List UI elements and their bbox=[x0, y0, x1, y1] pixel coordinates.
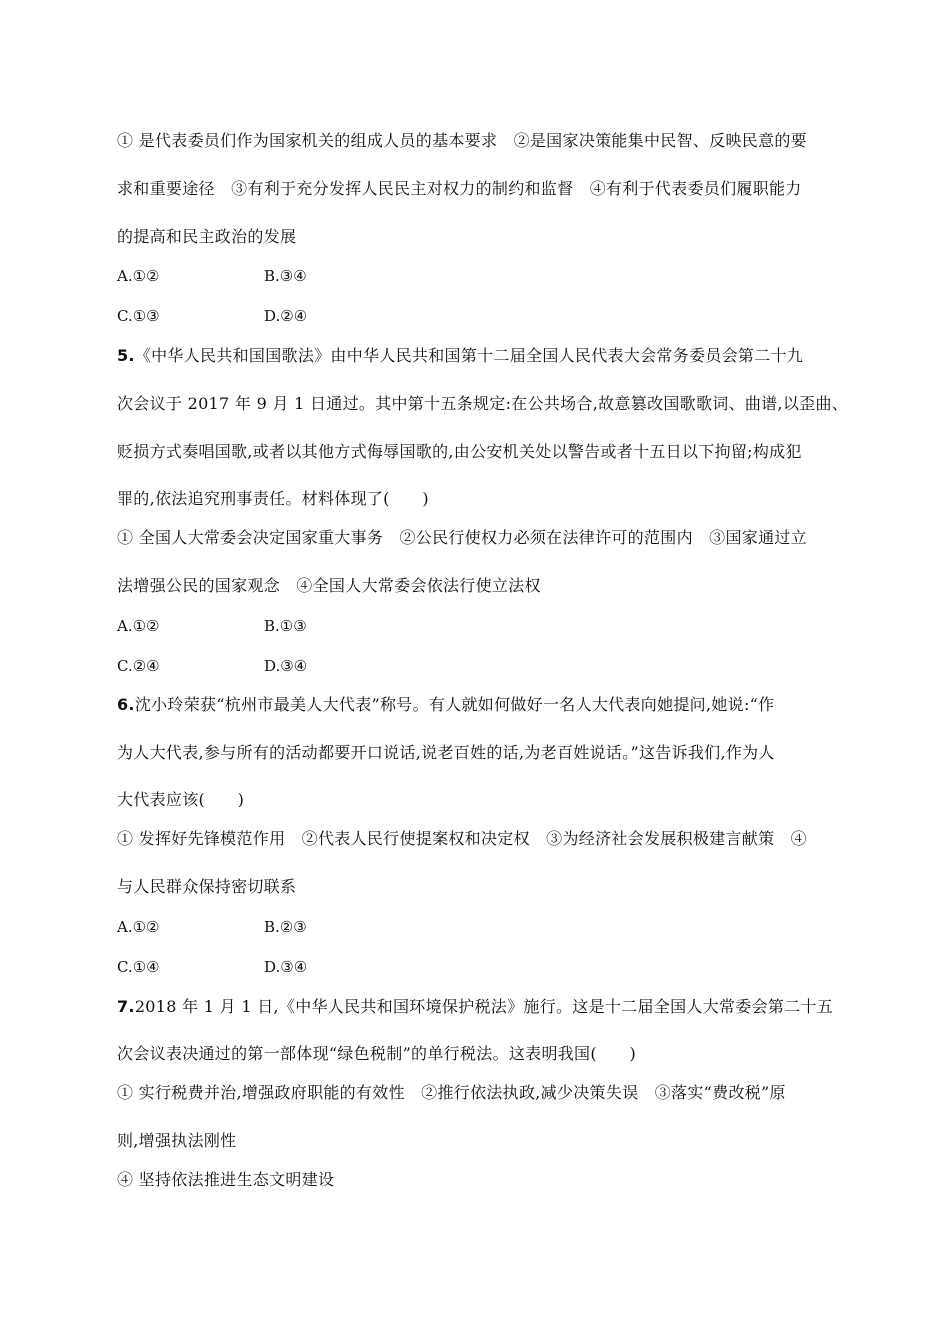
q6-stem-line-2: 为人大代表,参与所有的活动都要开口说话,说老百姓的话,为老百姓说话。”这告诉我们,作为人 bbox=[117, 743, 775, 762]
q6-statement-line-2: 与人民群众保持密切联系 bbox=[117, 877, 297, 896]
q6-option-c: C.①④ bbox=[117, 958, 160, 976]
q5-stem-text-1: 《中华人民共和国国歌法》由中华人民共和国第十二届全国人民代表大会常务委员会第二十九 bbox=[134, 346, 804, 365]
q7-statement-line-2: 则,增强执法刚性 bbox=[117, 1131, 237, 1150]
q6-statement-line-1: ① 发挥好先锋模范作用 ②代表人民行使提案权和决定权 ③为经济社会发展积极建言献策 ④ bbox=[117, 829, 807, 848]
q5-option-c: C.②④ bbox=[117, 657, 160, 675]
q6-option-a: A.①② bbox=[117, 918, 160, 936]
q4-statement-line-3: 的提高和民主政治的发展 bbox=[117, 227, 297, 246]
q4-option-d: D.②④ bbox=[264, 307, 308, 325]
q4-option-a: A.①② bbox=[117, 267, 160, 285]
q7-stem-text-1: 2018 年 1 月 1 日,《中华人民共和国环境保护税法》施行。这是十二届全国人大常委会第二十五 bbox=[134, 997, 834, 1016]
q5-option-b: B.①③ bbox=[264, 617, 307, 635]
q5-stem-line-1 bbox=[117, 346, 803, 366]
q7-stem-line-2: 次会议表决通过的第一部体现“绿色税制”的单行税法。这表明我国( ) bbox=[117, 1044, 637, 1063]
q7-stem-line-1 bbox=[117, 997, 833, 1017]
q5-option-d: D.③④ bbox=[264, 657, 308, 675]
q4-option-c: C.①③ bbox=[117, 307, 160, 325]
q4-option-b: B.③④ bbox=[264, 267, 307, 285]
q6-stem-text-1: 沈小玲荣获“杭州市最美人大代表”称号。有人就如何做好一名人大代表向她提问,她说:“作 bbox=[134, 695, 775, 714]
q4-statement-line-1: ① 是代表委员们作为国家机关的组成人员的基本要求 ②是国家决策能集中民智、反映民意的要 bbox=[117, 131, 807, 150]
q5-option-a: A.①② bbox=[117, 617, 160, 635]
q5-statement-line-2: 法增强公民的国家观念 ④全国人大常委会依法行使立法权 bbox=[117, 576, 541, 595]
q6-option-d: D.③④ bbox=[264, 958, 308, 976]
q6-option-b: B.②③ bbox=[264, 918, 307, 936]
q4-statement-line-2: 求和重要途径 ③有利于充分发挥人民民主对权力的制约和监督 ④有利于代表委员们履职能力 bbox=[117, 179, 802, 198]
q7-statement-line-1: ① 实行税费并治,增强政府职能的有效性 ②推行依法执政,减少决策失误 ③落实“费改税”原 bbox=[117, 1083, 786, 1102]
q5-stem-line-2: 次会议于 2017 年 9 月 1 日通过。其中第十五条规定:在公共场合,故意篡改国歌歌词、曲谱,以歪曲、 bbox=[117, 394, 849, 413]
q6-stem-line-3: 大代表应该( ) bbox=[117, 790, 245, 809]
q7-number: 7. bbox=[117, 997, 135, 1016]
q7-statement-line-3: ④ 坚持依法推进生态文明建设 bbox=[117, 1170, 335, 1189]
q5-stem-line-3: 贬损方式奏唱国歌,或者以其他方式侮辱国歌的,由公安机关处以警告或者十五日以下拘留;构成犯 bbox=[117, 442, 802, 461]
q5-number: 5. bbox=[117, 346, 135, 365]
q5-statement-line-1: ① 全国人大常委会决定国家重大事务 ②公民行使权力必须在法律许可的范围内 ③国家通过立 bbox=[117, 528, 807, 547]
q5-stem-line-4: 罪的,依法追究刑事责任。材料体现了( ) bbox=[117, 489, 429, 508]
q6-stem-line-1 bbox=[117, 695, 774, 715]
q6-number: 6. bbox=[117, 695, 135, 714]
